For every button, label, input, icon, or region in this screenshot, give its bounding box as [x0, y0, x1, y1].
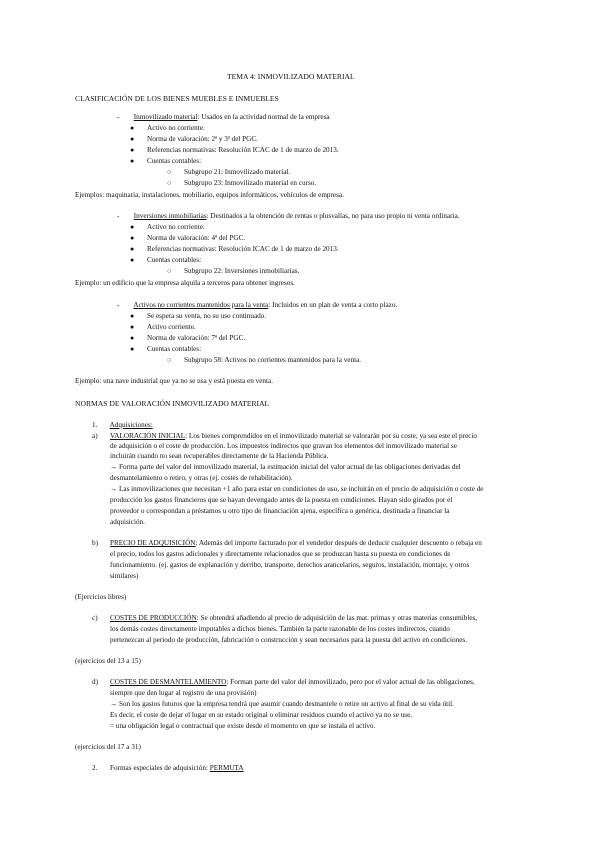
para-b-line: similares): [110, 572, 139, 580]
para-a-line: incluirán cuando no sean recuperables directamente de la Hacienda Pública.: [110, 452, 329, 460]
term-description: : Incluidos en un plan de venta a corto plazo.: [268, 301, 398, 309]
para-a-line: proveedor o correspondan a préstamos u otro tipo de financiación ajena, específica o genérica, destinada a financiar la: [110, 507, 450, 515]
item-label: Adquisiciones:: [109, 421, 153, 429]
exercise-note: (ejercicios del 17 a 31): [75, 743, 141, 751]
exercise-note: (ejercicios del 13 a 15): [75, 657, 141, 665]
bullet-icon: ●: [130, 157, 135, 165]
circle-bullet-icon: ○: [167, 356, 172, 364]
block1-heading: [117, 113, 330, 122]
term-inmovilizado-material: Inmovilizado material: [133, 113, 198, 121]
para-c-line: pertenezcan al periodo de producción, fabricación o construcción y sean necesarios para la puesta del activo en condiciones.: [110, 636, 468, 644]
sub-list-item: Subgrupo 21: Inmovilizado material.: [184, 168, 291, 176]
bullet-icon: ●: [130, 135, 135, 143]
para-a-line: producción los gastos financieros que se hayan devengado antes de la puesta en condiciones. Hayan sido girados por el: [110, 496, 453, 504]
numbered-item-1: [92, 421, 153, 430]
para-a-line: de adquisición o el coste de producción. Los impuestos indirectos que gravan los elementos del inmovilizado material se: [110, 442, 457, 450]
list-item: Referencias normativas: Resolución ICAC de 1 de marzo de 2013.: [147, 146, 339, 154]
sub-list-item: Subgrupo 23: Inmovilizado material en curso.: [184, 179, 317, 187]
para-text: : Se obtendrá añadiendo al precio de adquisición de las mat. primas y otras materias consumibles,: [196, 614, 478, 622]
list-item: Se espera su venta, no su uso continuado.: [147, 312, 267, 320]
para-a-line: → Las inmovilizaciones que necesitan +1 año para estar en condiciones de uso, se incluirán en el precio de adquisición o coste de: [110, 485, 484, 493]
dash: -: [117, 212, 120, 220]
letter-b: b): [92, 539, 98, 547]
item-number: 2.: [92, 764, 98, 772]
dash: -: [117, 301, 120, 309]
para-d-line: → Son los gastos futuros que la empresa tendrá que asumir cuando desmantele o retire un activo al final de su vida útil.: [110, 700, 454, 708]
term-description: : Destinados a la obtención de rentas o plusvalías, no para uso propio ni venta ordinaria.: [206, 212, 460, 220]
term-inversiones-inmobiliarias: Inversiones inmobiliarias: [133, 212, 207, 220]
list-item: Cuentas contables:: [147, 345, 202, 353]
numbered-item-2: [92, 764, 244, 773]
term-precio-adquisicion: PRECIO DE ADQUISICIÓN: [110, 539, 196, 547]
example-text: : maquinaria, instalaciones, mobiliario, equipos informáticos, vehículos de empresa.: [102, 191, 344, 199]
para-a-line: → Forma parte del valor del inmovilizado material, la estimación inicial del valor actual de las obligaciones derivadas del: [110, 463, 461, 471]
bullet-icon: ●: [130, 334, 135, 342]
term-costes-produccion: COSTES DE PRODUCCIÓN: [110, 614, 197, 622]
block3-heading: [117, 301, 397, 310]
example-text: : un edificio que la empresa alquila a terceros para obtener ingresos.: [99, 279, 295, 287]
para-c-line: los demás costes directamente imputables a dichos bienes. También la parte razonable de los costes indirectos, cuando: [110, 625, 450, 633]
example-label: Ejemplo: [75, 377, 100, 385]
letter-d: d): [92, 678, 98, 686]
para-d-line: = una obligación legal o contractual que existe desde el momento en que se instala el activo.: [110, 722, 376, 730]
letter-c: c): [92, 614, 98, 622]
para-text: : Forman parte del valor del inmovilizado, pero por el valor actual de las obligaciones,: [226, 678, 475, 686]
term-activos-mantenidos-venta: Activos no corrientes mantenidos para la venta: [133, 301, 269, 309]
bullet-icon: ●: [130, 345, 135, 353]
para-a-line: adquisición.: [110, 518, 145, 526]
list-item: Norma de valoración: 7ª del PGC.: [147, 334, 246, 342]
sub-list-item: Subgrupo 58: Activos no corrientes mantenidos para la venta.: [184, 356, 362, 364]
example-line: [75, 377, 273, 386]
para-a-line: [110, 432, 477, 441]
para-c-line: [110, 614, 477, 623]
example-label: Ejemplo: [75, 279, 100, 287]
example-label: Ejemplos: [75, 191, 103, 199]
para-text: : Además del importe facturado por el vendedor después de deducir cualquier descuento o rebaja en: [195, 539, 482, 547]
list-item: Activo corriente.: [147, 323, 196, 331]
exercise-note: (Ejercicios libres): [75, 593, 127, 601]
para-text: : Los bienes comprendidos en el inmovilizado material se valorarán por su coste, ya sea este el precio: [185, 432, 477, 440]
list-item: Norma de valoración: 4ª del PGC.: [147, 234, 246, 242]
section-heading-clasificacion: CLASIFICACIÓN DE LOS BIENES MUEBLES E INMUEBLES: [75, 94, 279, 103]
list-item: Activo no corriente.: [147, 223, 205, 231]
circle-bullet-icon: ○: [167, 168, 172, 176]
bullet-icon: ●: [130, 323, 135, 331]
list-item: Cuentas contables:: [147, 157, 202, 165]
bullet-icon: ●: [130, 245, 135, 253]
example-line: [75, 191, 344, 200]
bullet-icon: ●: [130, 223, 135, 231]
term-costes-desmantelamiento: COSTES DE DESMANTELAMIENTO: [110, 678, 227, 686]
section-heading-normas: NORMAS DE VALORACIÓN INMOVILIZADO MATERIAL: [75, 399, 270, 408]
bullet-icon: ●: [130, 312, 135, 320]
page-title: TEMA 4: INMOVILIZADO MATERIAL: [227, 72, 355, 81]
para-b-line: [110, 539, 482, 548]
example-text: : una nave industrial que ya no se usa y está puesta en venta.: [99, 377, 274, 385]
circle-bullet-icon: ○: [167, 179, 172, 187]
block2-heading: [117, 212, 460, 221]
dash: -: [117, 113, 120, 121]
sub-list-item: Subgrupo 22: Inversiones inmobiliarias.: [184, 267, 300, 275]
para-a-line: desmantelamiento o retiro, y otras (ej. costes de rehabilitación).: [110, 474, 293, 482]
list-item: Referencias normativas: Resolución ICAC de 1 de marzo de 2013.: [147, 245, 339, 253]
example-line: [75, 279, 295, 288]
para-b-line: el precio, todos los gastos adicionales y directamente relacionados que se produzcan hasta su puesta en condiciones de: [110, 550, 451, 558]
item-number: 1.: [92, 421, 98, 429]
para-d-line: [110, 678, 475, 687]
item-label: Formas especiales de adquisición:: [109, 764, 208, 772]
bullet-icon: ●: [130, 256, 135, 264]
bullet-icon: ●: [130, 234, 135, 242]
term-valoracion-inicial: VALORACIÓN INICIAL: [110, 432, 186, 440]
bullet-icon: ●: [130, 146, 135, 154]
letter-a: a): [92, 432, 98, 440]
circle-bullet-icon: ○: [167, 267, 172, 275]
list-item: Activo no corriente.: [147, 124, 205, 132]
list-item: Norma de valoración: 2ª y 3ª del PGC.: [147, 135, 258, 143]
list-item: Cuentas contables:: [147, 256, 202, 264]
para-d-line: Es decir, el coste de dejar el lugar en su estado original o eliminar residuos cuando el activo ya no se use.: [110, 711, 413, 719]
bullet-icon: ●: [130, 124, 135, 132]
para-b-line: funcionamiento. (ej. gastos de explanación y derribo, transporte, derechos arancelarios, seguros, instalación, montaje, y otros: [110, 561, 470, 569]
para-d-line: siempre que den lugar al registro de una provisión): [110, 689, 257, 697]
term-description: : Usados en la actividad normal de la empresa: [197, 113, 330, 121]
item-value: PERMUTA: [209, 764, 244, 772]
